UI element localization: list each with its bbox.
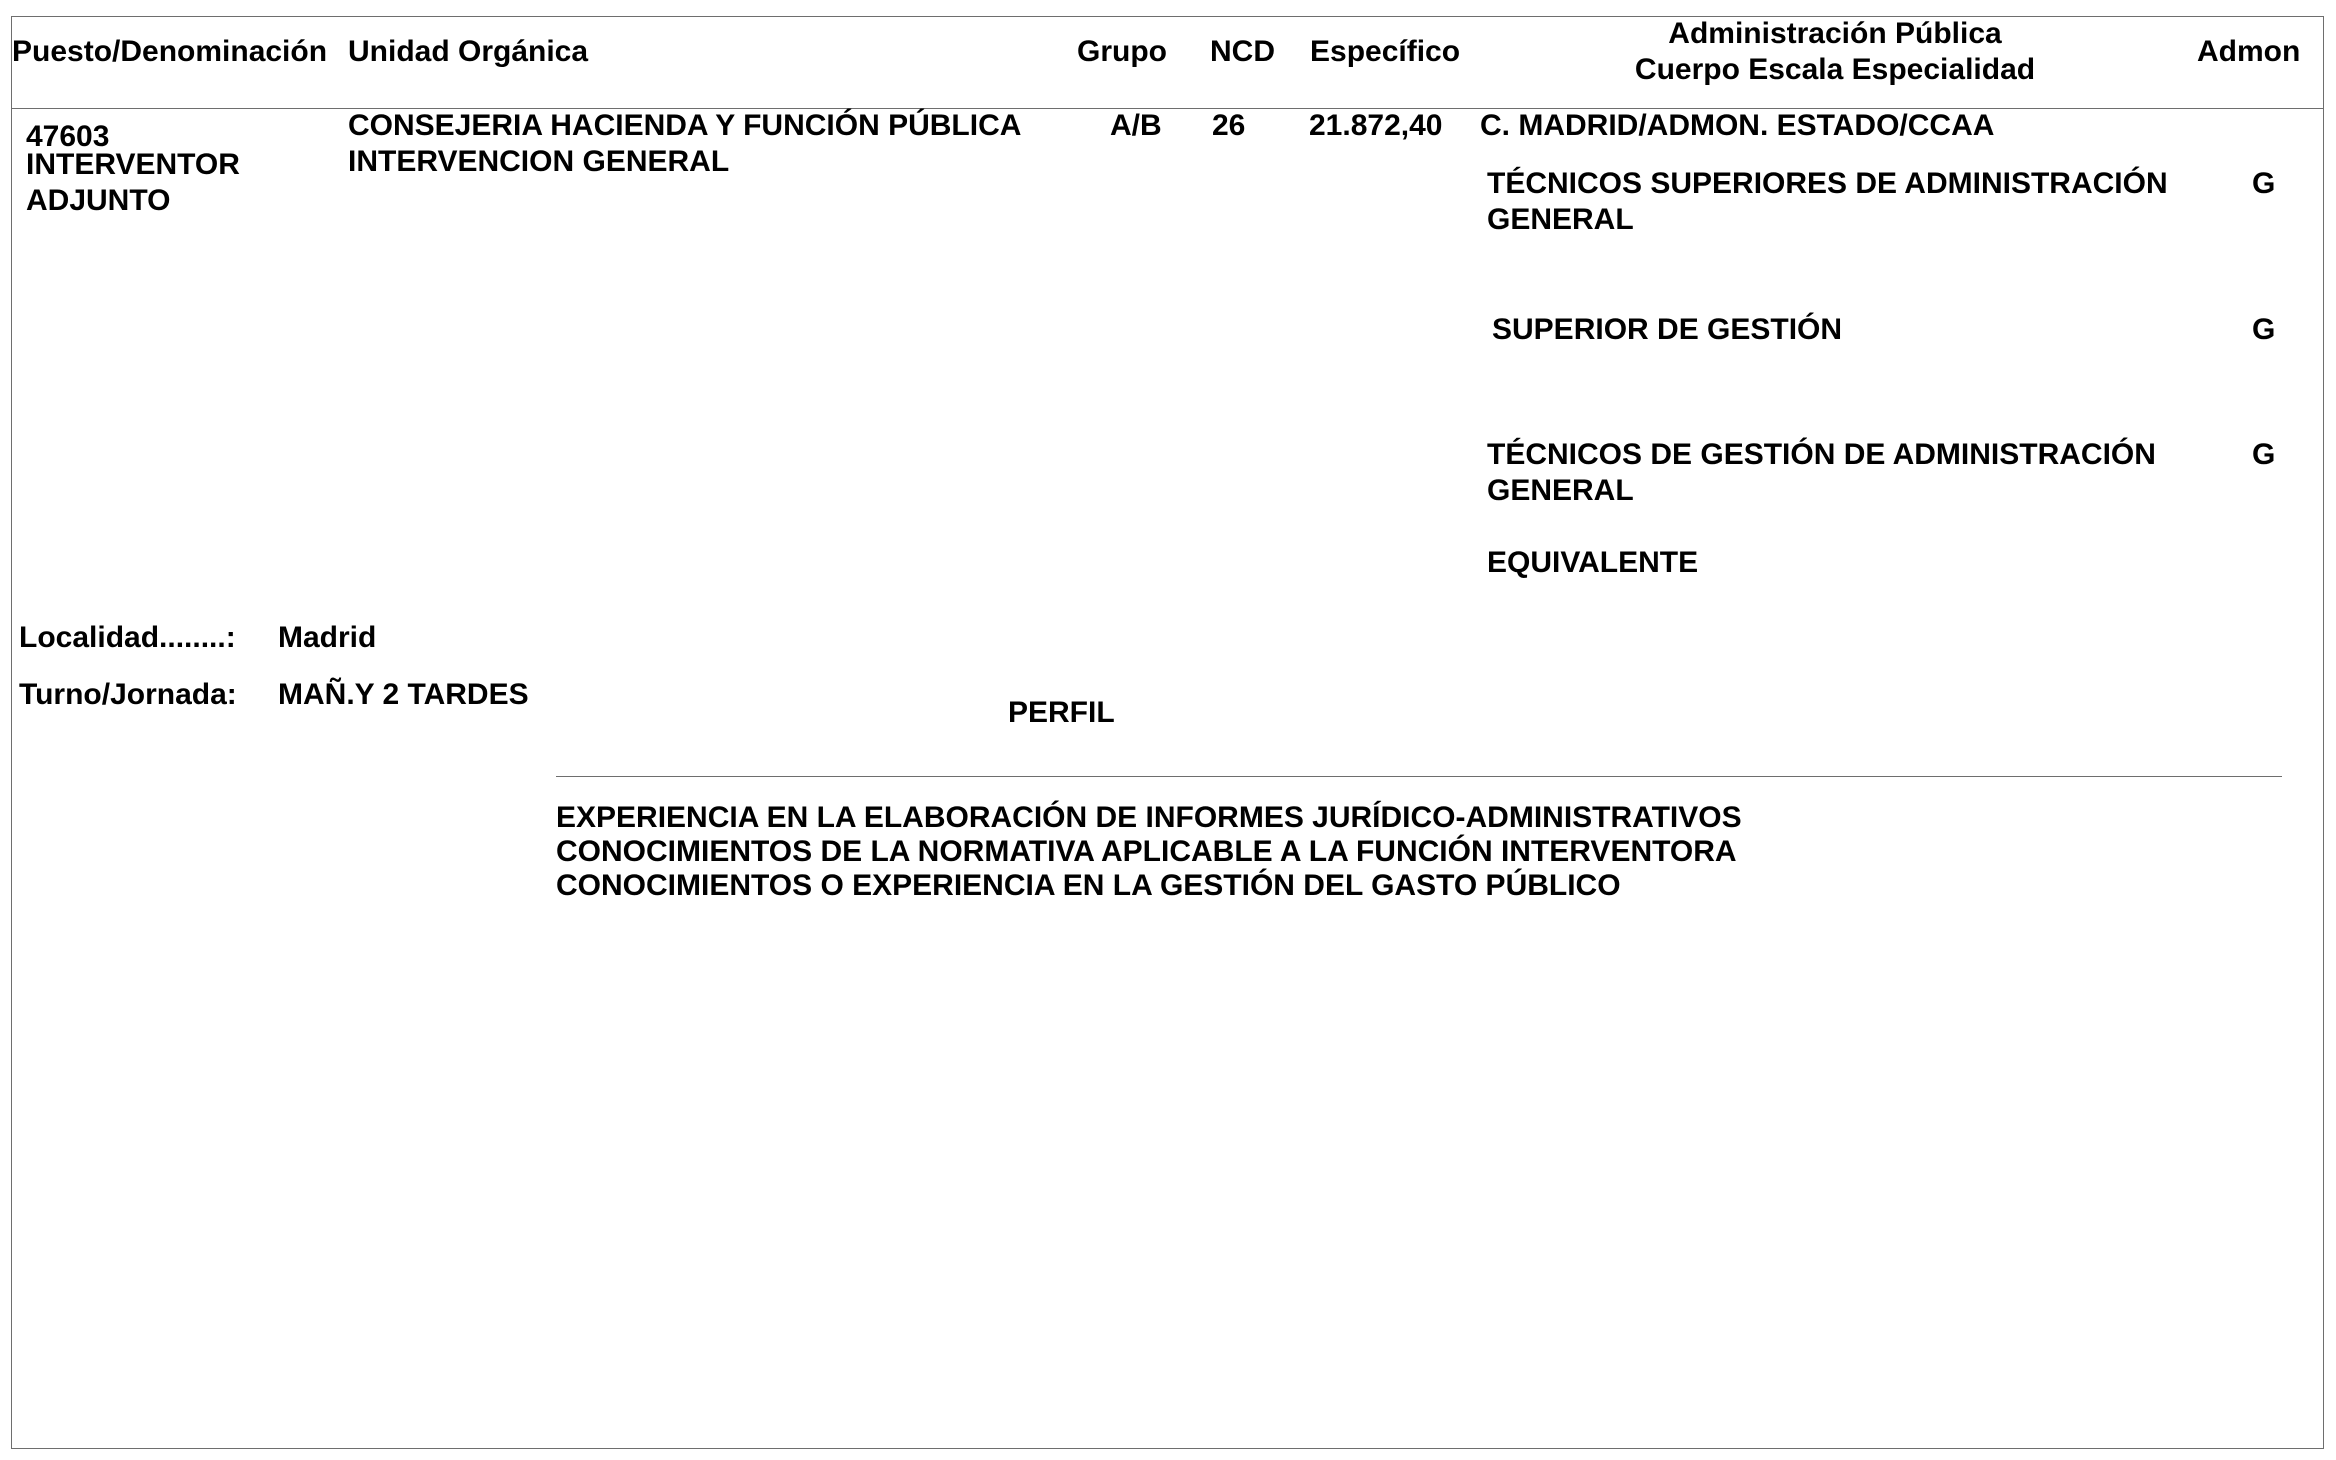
puesto-code: 47603 xyxy=(26,120,110,153)
especifico-value: 21.872,40 xyxy=(1309,109,1443,142)
header-admin-line1: Administración Pública xyxy=(1668,17,2002,50)
perfil-line: CONOCIMIENTOS DE LA NORMATIVA APLICABLE A LA FUNCIÓN INTERVENTORA xyxy=(556,835,1737,868)
cuerpo-line: TÉCNICOS SUPERIORES DE ADMINISTRACIÓN xyxy=(1487,167,2168,200)
cuerpo-line: TÉCNICOS DE GESTIÓN DE ADMINISTRACIÓN xyxy=(1487,438,2156,471)
header-administracion-publica xyxy=(1540,16,2130,88)
perfil-line: CONOCIMIENTOS O EXPERIENCIA EN LA GESTIÓN DEL GASTO PÚBLICO xyxy=(556,869,1621,902)
header-ncd: NCD xyxy=(1210,35,1275,68)
cuerpo-admon: G xyxy=(2252,167,2276,200)
unidad-organica xyxy=(348,108,1021,180)
cuerpo-item xyxy=(1487,545,1698,581)
header-unidad: Unidad Orgánica xyxy=(348,35,589,68)
cuerpo-item xyxy=(1492,312,1842,348)
perfil-list xyxy=(556,801,1742,903)
cuerpo-item xyxy=(1487,166,2168,238)
cuerpo-admon: G xyxy=(2252,438,2276,471)
administracion-value: C. MADRID/ADMON. ESTADO/CCAA xyxy=(1480,109,1995,142)
grupo-value: A/B xyxy=(1110,109,1162,142)
header-puesto: Puesto/Denominación xyxy=(12,35,328,68)
localidad-label: Localidad........: xyxy=(19,621,236,654)
perfil-title: PERFIL xyxy=(1008,696,1115,729)
ncd-value: 26 xyxy=(1212,109,1246,142)
header-admon: Admon xyxy=(2197,35,2301,68)
cuerpo-line: GENERAL xyxy=(1487,203,1634,236)
denominacion-line: INTERVENTOR xyxy=(26,148,240,181)
header-especifico: Específico xyxy=(1310,35,1461,68)
unidad-line: CONSEJERIA HACIENDA Y FUNCIÓN PÚBLICA xyxy=(348,109,1022,142)
turno-label: Turno/Jornada: xyxy=(19,678,237,711)
localidad-value: Madrid xyxy=(278,621,377,654)
turno-value: MAÑ.Y 2 TARDES xyxy=(278,678,529,711)
perfil-separator xyxy=(556,776,2282,777)
cuerpo-admon: G xyxy=(2252,313,2276,346)
cuerpo-line: SUPERIOR DE GESTIÓN xyxy=(1492,313,1843,346)
perfil-line: EXPERIENCIA EN LA ELABORACIÓN DE INFORMES JURÍDICO-ADMINISTRATIVOS xyxy=(556,801,1742,834)
denominacion-line: ADJUNTO xyxy=(26,184,171,217)
cuerpo-line: EQUIVALENTE xyxy=(1487,546,1699,579)
header-admin-line2: Cuerpo Escala Especialidad xyxy=(1634,53,2036,86)
header-grupo: Grupo xyxy=(1077,35,1167,68)
puesto-denominacion xyxy=(26,147,240,219)
cuerpo-item xyxy=(1487,437,2156,509)
cuerpo-line: GENERAL xyxy=(1487,474,1634,507)
unidad-line: INTERVENCION GENERAL xyxy=(348,145,730,178)
